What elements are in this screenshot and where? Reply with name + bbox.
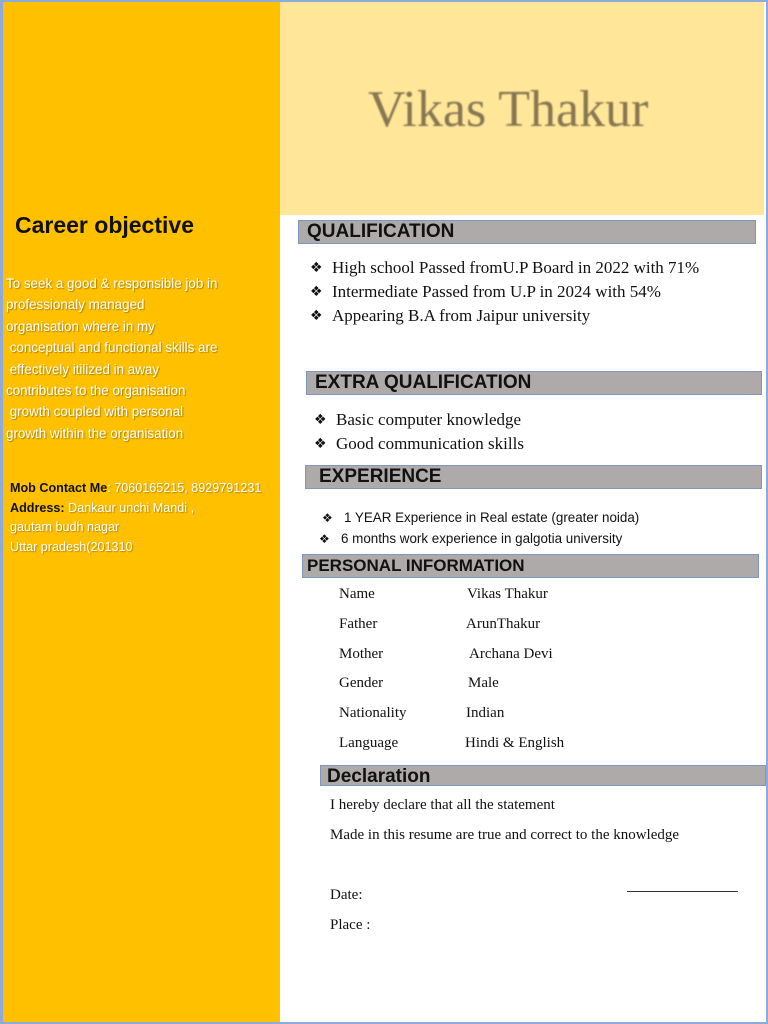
declaration-line-1: I hereby declare that all the statement [330,797,555,813]
diamond-bullet-icon: ❖ [314,436,327,452]
qualification-list [310,256,699,328]
mobile-line [10,479,278,499]
list-item [319,507,639,528]
mobile-label: Mob Contact Me [10,481,108,495]
declaration-heading: Declaration [320,765,766,786]
diamond-bullet-icon: ❖ [310,284,323,300]
list-item [319,528,639,549]
career-objective-text [6,273,278,444]
info-label: Father [339,615,378,632]
objective-line: growth coupled with personal [6,404,184,420]
experience-heading: EXPERIENCE [305,465,762,489]
mobile-number: : 7060165215, 8929791231 [107,481,262,495]
info-value: Vikas Thakur [467,586,548,602]
list-item [310,256,699,280]
info-value: Male [468,675,499,692]
list-item-text: Basic computer knowledge [336,410,522,429]
objective-line: To seek a good & responsible job in [6,276,218,291]
list-item [310,304,699,328]
info-label: Nationality [339,705,407,722]
list-item [314,408,524,432]
qualification-heading: QUALIFICATION [298,220,756,244]
address-label: Address: [10,500,65,515]
info-value: Hindi & English [465,734,565,751]
extra-qualification-heading: EXTRA QUALIFICATION [306,371,762,395]
address-line-3: Uttar pradesh(201310 [10,539,133,554]
info-label: Language [339,734,399,751]
date-label: Date: [330,887,363,903]
list-item [310,280,699,304]
experience-list [319,507,639,549]
info-label: Gender [339,675,384,692]
place-label: Place : [330,917,371,933]
objective-line: organisation where in my [6,318,155,334]
address-line [10,499,278,519]
objective-line: effectively itilized in away [6,361,160,377]
signature-line [627,891,738,892]
info-value: Archana Devi [469,645,553,662]
career-objective-heading: Career objective [15,212,194,238]
contact-block [10,479,278,557]
objective-line: contributes to the organisation [6,383,186,399]
objective-line: professionaly managed [6,297,145,313]
list-item-text: Appearing B.A from Jaipur university [332,306,591,325]
diamond-bullet-icon: ❖ [310,260,323,276]
list-item [314,432,524,456]
info-label: Name [339,586,375,602]
candidate-name: Vikas Thakur [368,81,649,138]
diamond-bullet-icon: ❖ [319,531,330,546]
list-item-text: 1 YEAR Experience in Real estate (greater noida) [344,510,640,525]
personal-information-heading: PERSONAL INFORMATION [302,554,759,578]
info-value: Indian [466,705,505,722]
address-value: Dankaur unchi Mandi , [64,500,195,515]
list-item-text: Good communication skills [336,434,524,453]
list-item-text: Intermediate Passed from U.P in 2024 with 54% [332,282,661,301]
extra-qualification-list [314,408,524,456]
name-banner [280,2,764,215]
diamond-bullet-icon: ❖ [310,308,323,324]
list-item-text: High school Passed fromU.P Board in 2022 with 71% [332,258,700,277]
info-value: ArunThakur [466,615,541,632]
objective-line: growth within the organisation [6,425,184,441]
diamond-bullet-icon: ❖ [314,412,327,428]
diamond-bullet-icon: ❖ [322,510,333,525]
info-label: Mother [339,645,384,662]
list-item-text: 6 months work experience in galgotia university [341,531,623,546]
declaration-line-2: Made in this resume are true and correct to the knowledge [330,827,680,843]
address-line-2: gautam budh nagar [10,520,120,535]
objective-line: conceptual and functional skills are [6,340,218,356]
